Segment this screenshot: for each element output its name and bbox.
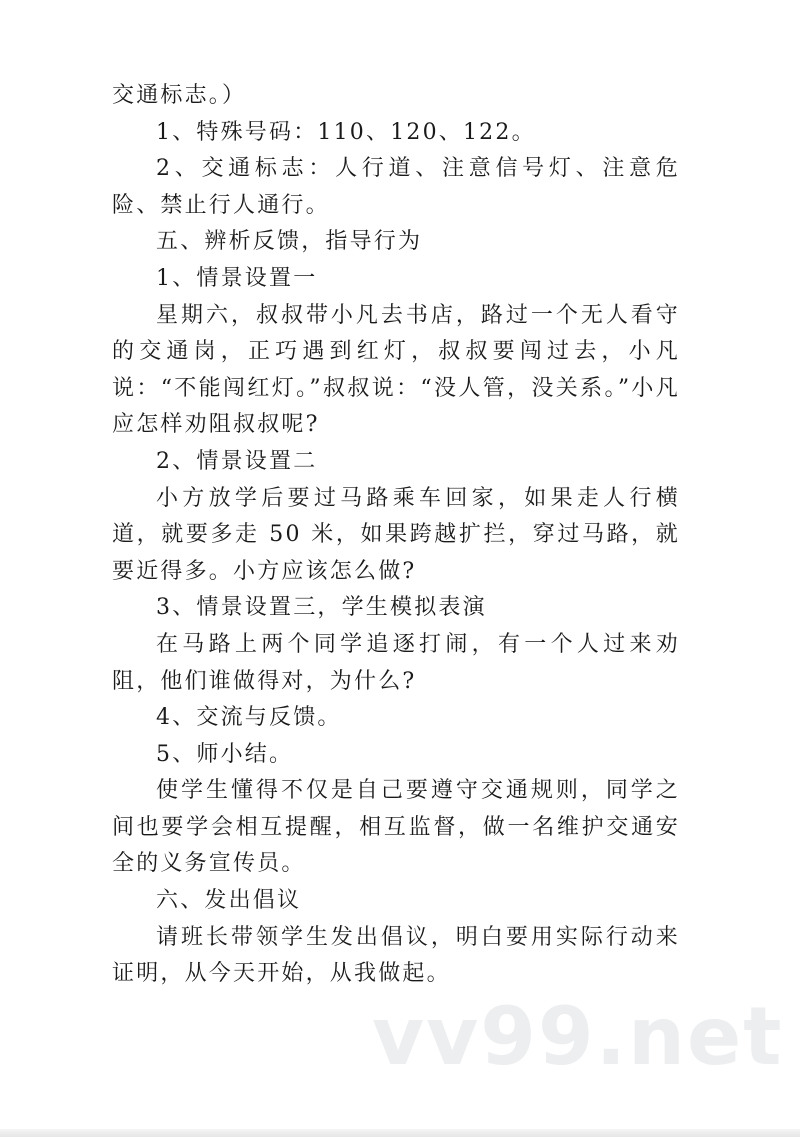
scenario-1-text: 星期六，叔叔带小凡去书店，路过一个无人看守的交通岗，正巧遇到红灯，叔叔要闯过去，小凡说：“不能闯红灯。”叔叔说：“没人管，没关系。”小凡应怎样劝阻叔叔呢?: [112, 302, 680, 438]
page-bottom-edge: [0, 1129, 800, 1137]
scenario-1-heading: 1、情景设置一: [156, 265, 318, 291]
scenario-3-text: 在马路上两个同学追逐打闹，有一个人过来劝阻，他们谁做得对，为什么?: [112, 631, 680, 694]
scenario-3-heading: 3、情景设置三，学生模拟表演: [156, 595, 487, 621]
watermark-text: vv99.net: [372, 990, 784, 1083]
section-heading-5: 五、辨析反馈，指导行为: [156, 229, 423, 255]
paragraph-traffic-signs: 2、交通标志：人行道、注意信号灯、注意危险、禁止行人通行。: [112, 156, 680, 218]
exchange-feedback-item: 4、交流与反馈。: [156, 705, 342, 731]
document-body: [112, 78, 680, 993]
scenario-2-text: 小方放学后要过马路乘车回家，如果走人行横道，就要多走 50 米，如果跨越扩拦，穿过马路，就要近得多。小方应该怎么做?: [112, 485, 680, 584]
teacher-summary-item: 5、师小结。: [156, 741, 294, 767]
section-heading-6: 六、发出倡议: [156, 888, 302, 914]
scenario-2-heading: 2、情景设置二: [156, 448, 318, 474]
initiative-text: 请班长带领学生发出倡议，明白要用实际行动来证明，从今天开始，从我做起。: [112, 924, 680, 987]
paragraph-continuation: 交通标志。）: [112, 83, 247, 108]
summary-text: 使学生懂得不仅是自己要遵守交通规则，同学之间也要学会相互提醒，相互监督，做一名维护交通安全的义务宣传员。: [112, 778, 680, 877]
paragraph-special-numbers: 1、特殊号码：110、120、122。: [156, 119, 536, 145]
